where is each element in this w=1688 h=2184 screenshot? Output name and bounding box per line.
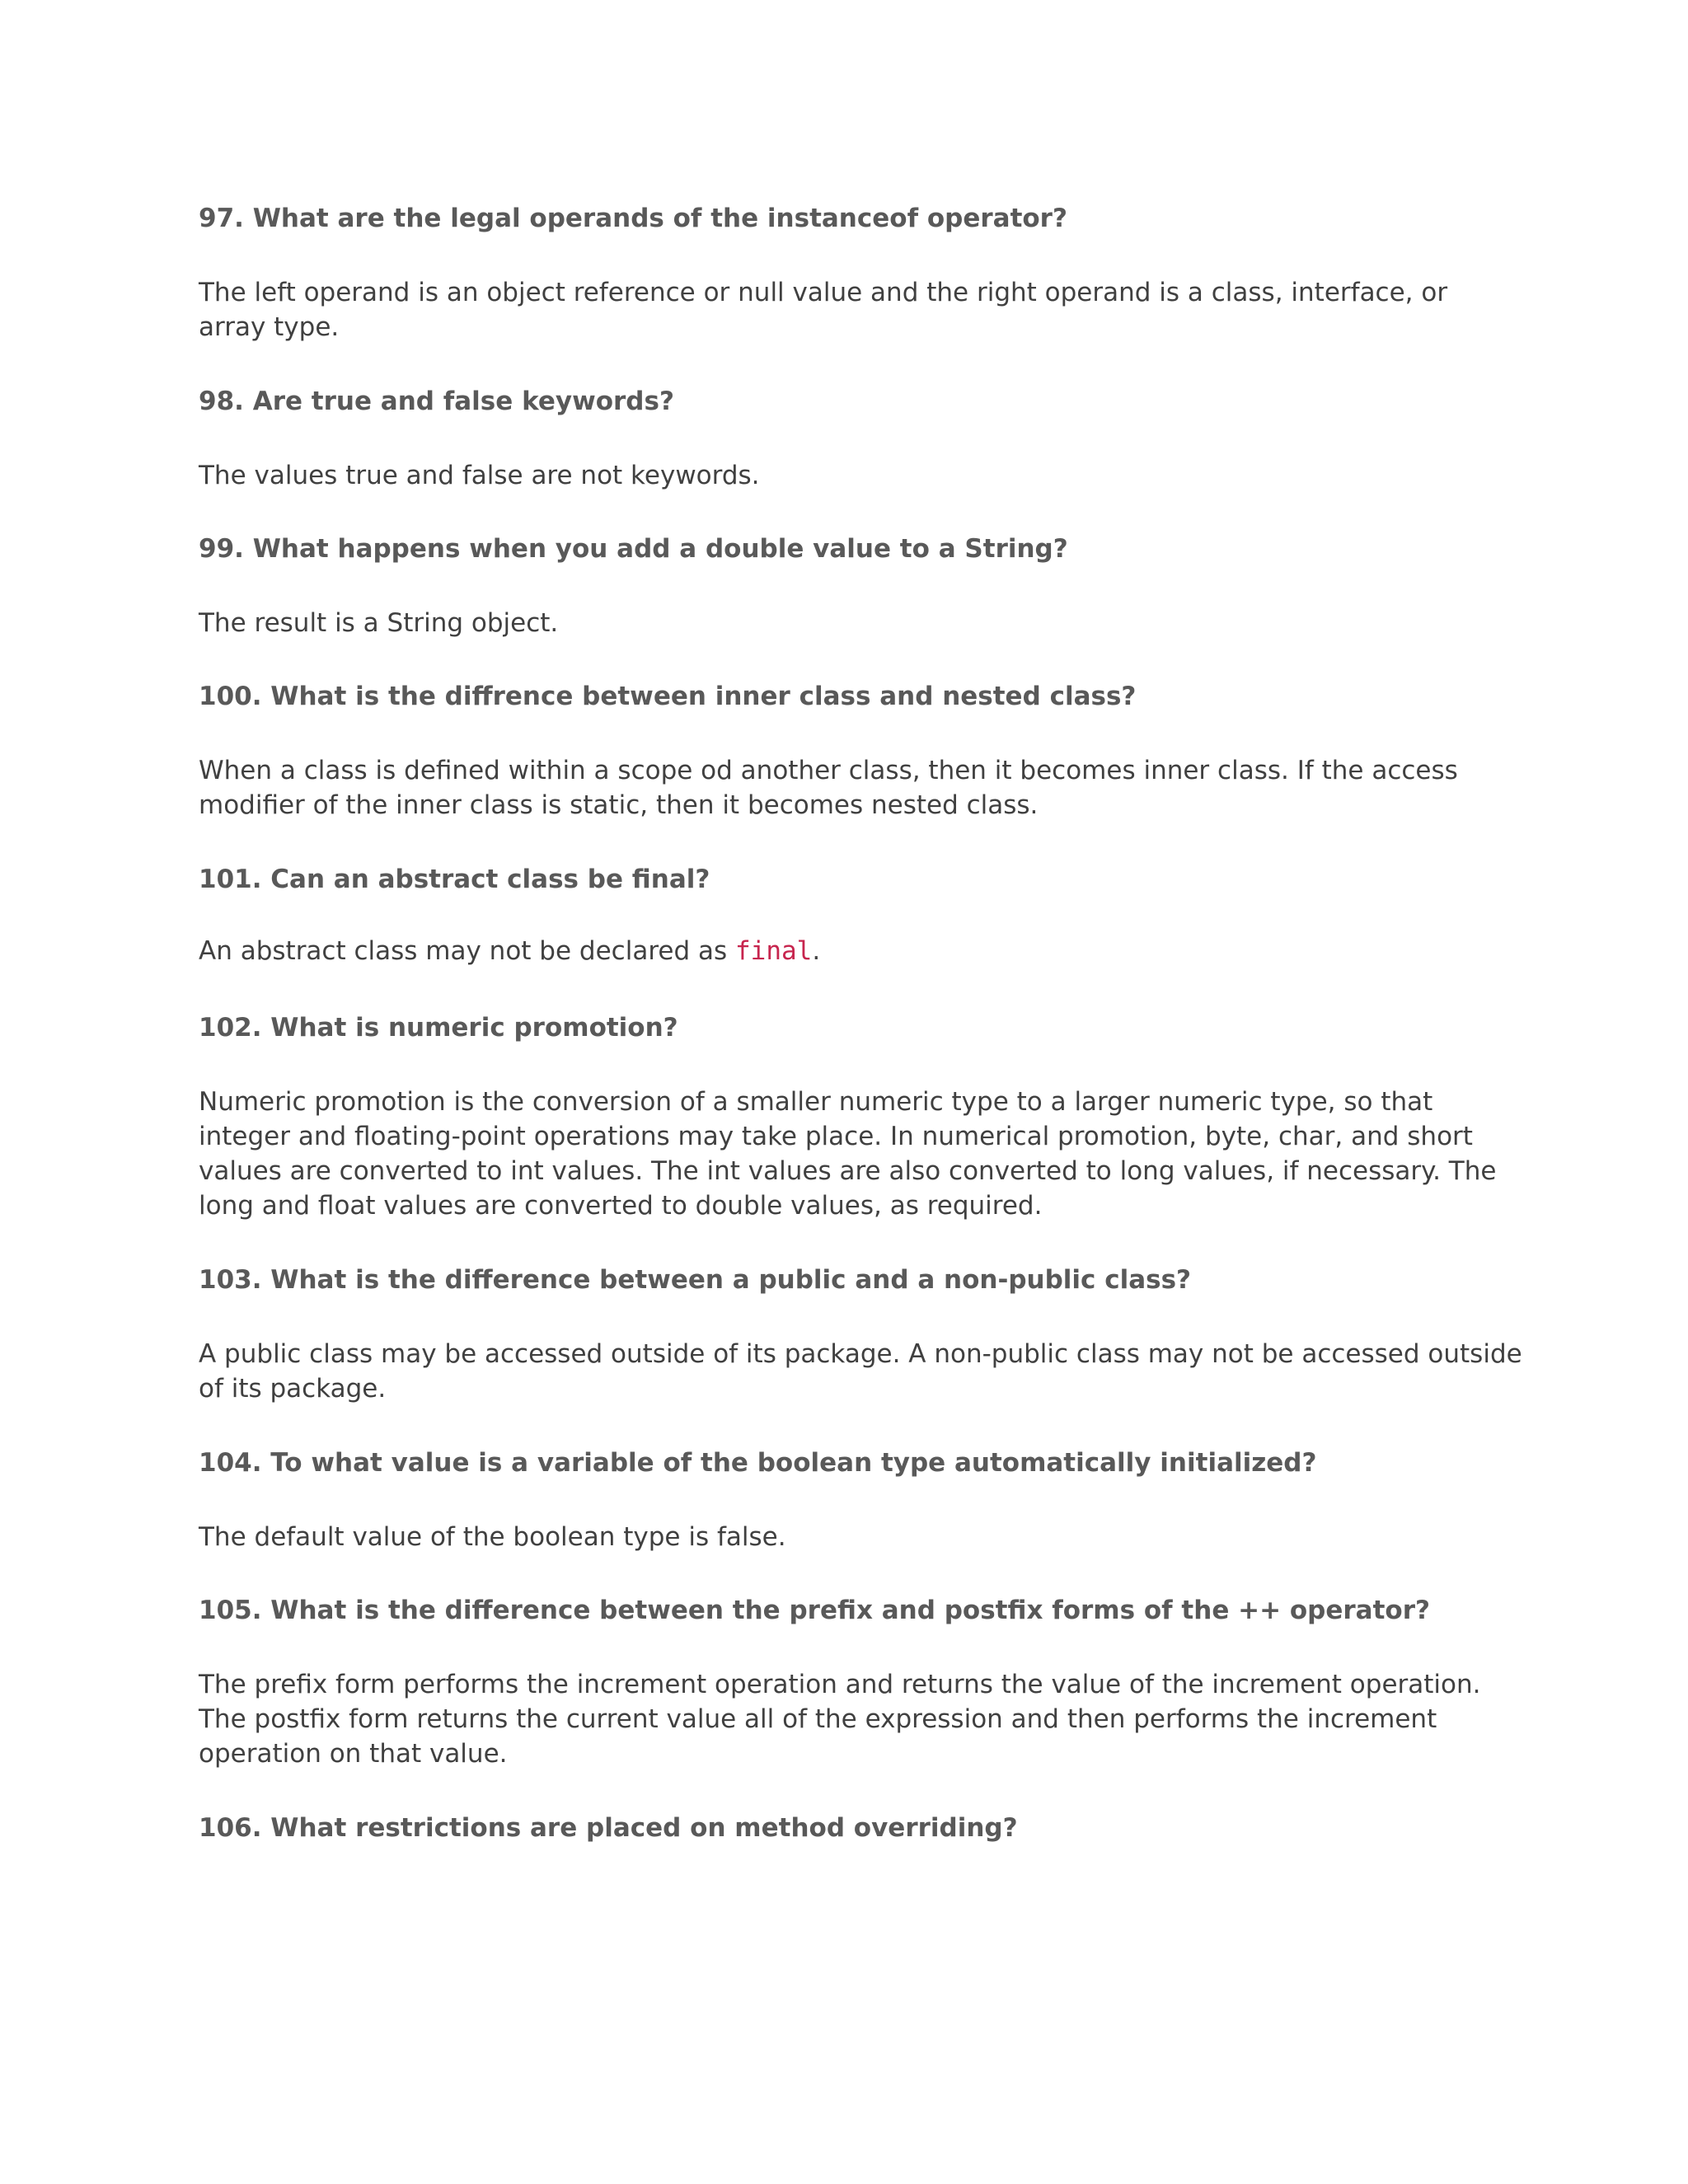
question-heading: 99. What happens when you add a double value to a String? <box>199 534 1068 564</box>
answer-line: of its package. <box>199 1374 387 1404</box>
answer-paragraph <box>199 1337 1522 1406</box>
inline-code: final <box>735 936 813 966</box>
answer-line: Numeric promotion is the conversion of a smaller numeric type to a larger numeric type, so that <box>199 1087 1433 1117</box>
question-heading: 104. To what value is a variable of the boolean type automatically initialized? <box>199 1448 1317 1478</box>
question-heading: 102. What is numeric promotion? <box>199 1013 678 1043</box>
answer-line: long and float values are converted to double values, as required. <box>199 1191 1043 1221</box>
answer-text: An abstract class may not be declared as <box>199 936 735 966</box>
question-heading: 105. What is the difference between the prefix and postfix forms of the ++ operator? <box>199 1596 1430 1625</box>
answer-paragraph <box>199 1085 1497 1223</box>
answer-line: When a class is defined within a scope od another class, then it becomes inner class. If the access <box>199 756 1458 785</box>
question-heading: 103. What is the difference between a public and a non-public class? <box>199 1265 1192 1295</box>
question-heading: 100. What is the diffrence between inner class and nested class? <box>199 682 1137 711</box>
answer-paragraph <box>199 934 1493 968</box>
question-heading: 97. What are the legal operands of the instanceof operator? <box>199 204 1067 233</box>
answer-line: The values true and false are not keywords. <box>199 461 760 490</box>
answer-paragraph <box>199 606 1493 640</box>
question-heading: 101. Can an abstract class be final? <box>199 865 710 894</box>
answer-line: The postfix form returns the current value all of the expression and then performs the increment <box>199 1704 1437 1734</box>
answer-paragraph <box>199 1520 1493 1554</box>
answer-line: The default value of the boolean type is false. <box>199 1522 786 1552</box>
answer-line: values are converted to int values. The int values are also converted to long values, if necessary. The <box>199 1156 1497 1186</box>
answer-line: modifier of the inner class is static, then it becomes nested class. <box>199 790 1039 820</box>
answer-line <box>199 934 1493 968</box>
answer-paragraph <box>199 753 1493 823</box>
answer-paragraph <box>199 458 1493 493</box>
answer-line: operation on that value. <box>199 1739 508 1769</box>
answer-line: The left operand is an object reference or null value and the right operand is a class, interface, or <box>199 278 1448 307</box>
answer-line: integer and floating-point operations may take place. In numerical promotion, byte, char, and short <box>199 1122 1473 1151</box>
answer-paragraph <box>199 1667 1493 1771</box>
question-heading: 98. Are true and false keywords? <box>199 387 674 416</box>
answer-line: The prefix form performs the increment operation and returns the value of the increment operation. <box>199 1670 1481 1699</box>
answer-paragraph <box>199 275 1493 344</box>
answer-line: The result is a String object. <box>199 608 559 638</box>
question-heading: 106. What restrictions are placed on method overriding? <box>199 1813 1018 1843</box>
answer-line: array type. <box>199 312 340 342</box>
answer-text: . <box>812 936 821 966</box>
answer-line: A public class may be accessed outside of its package. A non-public class may not be accessed outside <box>199 1339 1522 1369</box>
